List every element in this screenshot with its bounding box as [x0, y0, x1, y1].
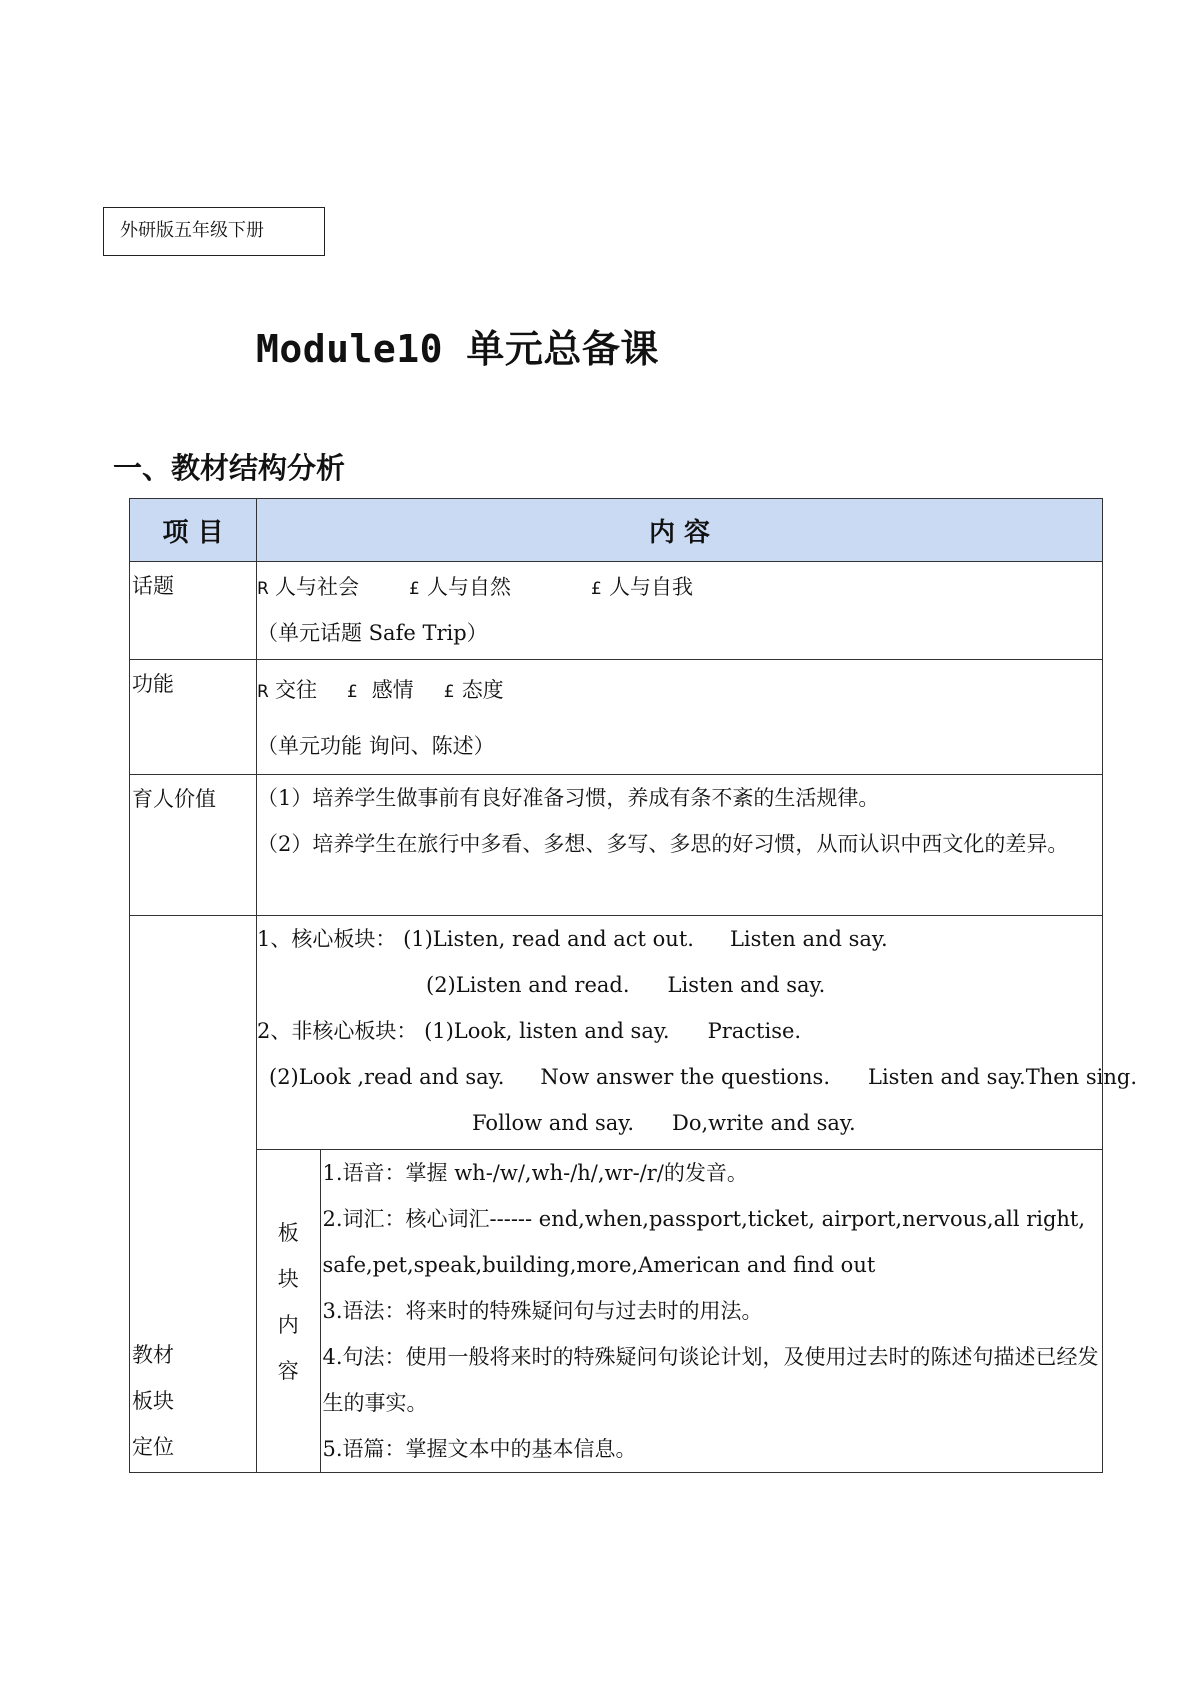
row-label-values: 育人价值 — [130, 775, 257, 916]
block-label-3: 内 — [277, 1313, 299, 1337]
discourse-item: 5.语篇：掌握文本中的基本信息。 — [322, 1437, 637, 1461]
table-row-topic — [130, 562, 1103, 660]
block-label-1: 板 — [277, 1221, 299, 1245]
noncore-item-1a: (1)Look, listen and say. — [424, 1019, 670, 1043]
core-item-1a: (1)Listen, read and act out. — [403, 927, 694, 951]
function-option-3: 态度 — [461, 678, 504, 702]
values-line-1: （1）培养学生做事前有良好准备习惯，养成有条不紊的生活规律。 — [257, 786, 880, 810]
block-label-2: 块 — [277, 1267, 299, 1291]
core-item-2a: (2)Listen and read. — [426, 973, 630, 997]
block-label-4: 容 — [277, 1359, 299, 1383]
topic-options — [257, 564, 1102, 610]
row-content-topic — [257, 562, 1103, 660]
function-option-1: 交往 — [275, 678, 317, 702]
topic-option-2: 人与自然 — [427, 575, 511, 599]
noncore-line-3 — [257, 1100, 1102, 1146]
function-note: （单元功能 询问、陈述） — [257, 734, 495, 758]
core-line-2 — [257, 962, 1102, 1008]
core-line-1 — [257, 916, 1102, 962]
header-content: 内 容 — [257, 499, 1103, 562]
positioning-label-3: 定位 — [132, 1435, 174, 1459]
core-item-1b: Listen and say. — [729, 927, 888, 951]
noncore-item-3a: Follow and say. — [472, 1111, 635, 1135]
header-item: 项 目 — [130, 499, 257, 562]
unchecked-checkbox-icon: £ — [409, 579, 420, 599]
grammar-item: 3.语法：将来时的特殊疑问句与过去时的用法。 — [322, 1299, 763, 1323]
unchecked-checkbox-icon: £ — [591, 579, 602, 599]
vocabulary-item: 2.词汇：核心词汇------ end,when,passport,ticket, airport,nervous,all right, safe,pet,speak,building,more,American and find out — [322, 1207, 1086, 1277]
core-prefix: 1、核心板块： — [257, 927, 397, 951]
noncore-item-2b: Now answer the questions. — [540, 1065, 830, 1089]
block-content-items — [320, 1150, 1103, 1472]
row-content-values — [257, 775, 1103, 916]
block-content-label — [257, 1150, 320, 1472]
table-row-positioning — [130, 916, 1103, 1473]
block-content-row — [257, 1150, 1103, 1472]
positioning-label-2: 板块 — [132, 1389, 174, 1413]
topic-option-3: 人与自我 — [609, 575, 693, 599]
structure-analysis-table — [129, 498, 1138, 1473]
row-label-function: 功能 — [130, 660, 257, 775]
function-options — [257, 662, 1102, 718]
positioning-label-1: 教材 — [132, 1343, 174, 1367]
noncore-item-3b: Do,write and say. — [672, 1111, 856, 1135]
sentence-item: 4.句法：使用一般将来时的特殊疑问句谈论计划，及使用过去时的陈述句描述已经发生的事实。 — [322, 1345, 1099, 1415]
row-label-topic: 话题 — [130, 562, 257, 660]
values-line-2: （2）培养学生在旅行中多看、多想、多写、多思的好习惯，从而认识中西文化的差异。 — [257, 832, 1069, 856]
module-blocks — [257, 916, 1138, 1150]
table-header-row — [130, 499, 1103, 562]
noncore-item-1b: Practise. — [707, 1019, 802, 1043]
unchecked-checkbox-icon: £ — [443, 682, 455, 702]
checked-checkbox-icon: R — [257, 682, 269, 702]
noncore-line-1 — [257, 1008, 1102, 1054]
noncore-prefix: 2、非核心板块： — [257, 1019, 418, 1043]
topic-note: （单元话题 Safe Trip） — [257, 621, 488, 645]
section-heading: 一、教材结构分析 — [113, 451, 346, 485]
pronunciation-item: 1.语音：掌握 wh-/w/,wh-/h/,wr-/r/的发音。 — [322, 1161, 748, 1185]
block-content-table — [257, 1150, 1103, 1472]
grade-label-box: 外研版五年级下册 — [103, 207, 325, 256]
function-option-2: 感情 — [371, 678, 414, 702]
topic-option-1: 人与社会 — [275, 575, 359, 599]
row-label-positioning — [130, 916, 257, 1473]
page-title: Module10 单元总备课 — [256, 327, 659, 371]
core-item-2b: Listen and say. — [667, 973, 826, 997]
table-row-function — [130, 660, 1103, 775]
row-content-positioning — [257, 916, 1138, 1473]
row-content-function — [257, 660, 1103, 775]
noncore-item-2c: Listen and say.Then sing. — [868, 1065, 1138, 1089]
unchecked-checkbox-icon: £ — [347, 682, 358, 702]
noncore-item-2a: (2)Look ,read and say. — [269, 1065, 505, 1089]
checked-checkbox-icon: R — [257, 579, 269, 599]
noncore-line-2 — [257, 1054, 1138, 1100]
table-row-values — [130, 775, 1103, 916]
